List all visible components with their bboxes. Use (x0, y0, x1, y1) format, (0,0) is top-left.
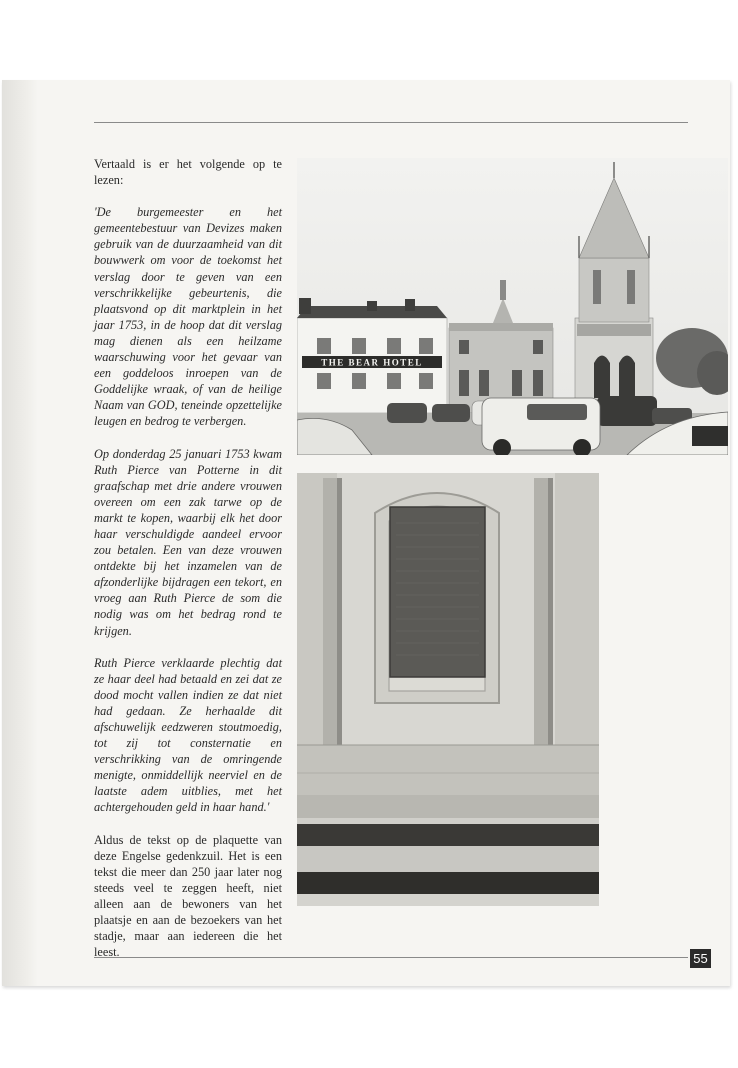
header-rule (94, 122, 688, 123)
paragraph-quote-3: Ruth Pierce verklaarde plechtig dat ze haar deel had betaald en zei dat ze dood mocht vallen indien ze dat niet had gedaan. Ze herhaalde dit afschuwelijk eedzweren stoutmoedig, tot zij tot consternatie en verschrikking van de omringende menigte, onmiddellijk neerviel en de laatste adem uitblies, met het achtergehouden geld in haar hand.' (94, 655, 282, 815)
footer-rule (94, 957, 688, 958)
paragraph-quote-1: 'De burgemeester en het gemeentebestuur van Devizes maken gebruik van de duurzaamheid van dit bouwwerk om voor de toekomst het verslag door te geven van een verschrikkelijke gebeurtenis, die plaatsvond op dit marktplein in het jaar 1753, in de hoop dat dit verslag mag dienen als een heilzame waarschuwing voor het gevaar van een goddeloos inroepen van de Goddelijke wraak, of van de heilige Naam van GOD, teneinde opzettelijke leugen en bedrog te verbergen. (94, 205, 282, 429)
hotel-sign-text: THE BEAR HOTEL (321, 357, 423, 368)
market-square-photo (297, 158, 728, 455)
page-spine-shadow (2, 80, 38, 986)
plaque-photo (297, 473, 599, 906)
paragraph-conclusion: Aldus de tekst op de plaquette van deze Engelse gedenkzuil. Het is een tekst die meer dan 250 jaar later nog steeds veel te zeggen heeft, niet alleen aan de bewoners van het plaatsje en aan de bezoekers van het stadje, maar aan iedereen die het leest. (94, 832, 282, 960)
paragraph-intro: Vertaald is er het volgende op te lezen: (94, 157, 282, 188)
page-number: 55 (690, 949, 711, 968)
paragraph-quote-2: Op donderdag 25 januari 1753 kwam Ruth Pierce van Potterne in dit graafschap met drie andere vrouwen overeen om een zak tarwe op de markt te kopen, waarbij elk het door haar verschuldigde aandeel ervoor zou betalen. Een van deze vrouwen ontdekte bij het inzamelen van de afzonderlijke bijdragen een tekort, en vroeg aan Ruth Pierce de som die nodig was om het bedrag rond te krijgen. (94, 446, 282, 638)
article-text-column (94, 156, 282, 976)
